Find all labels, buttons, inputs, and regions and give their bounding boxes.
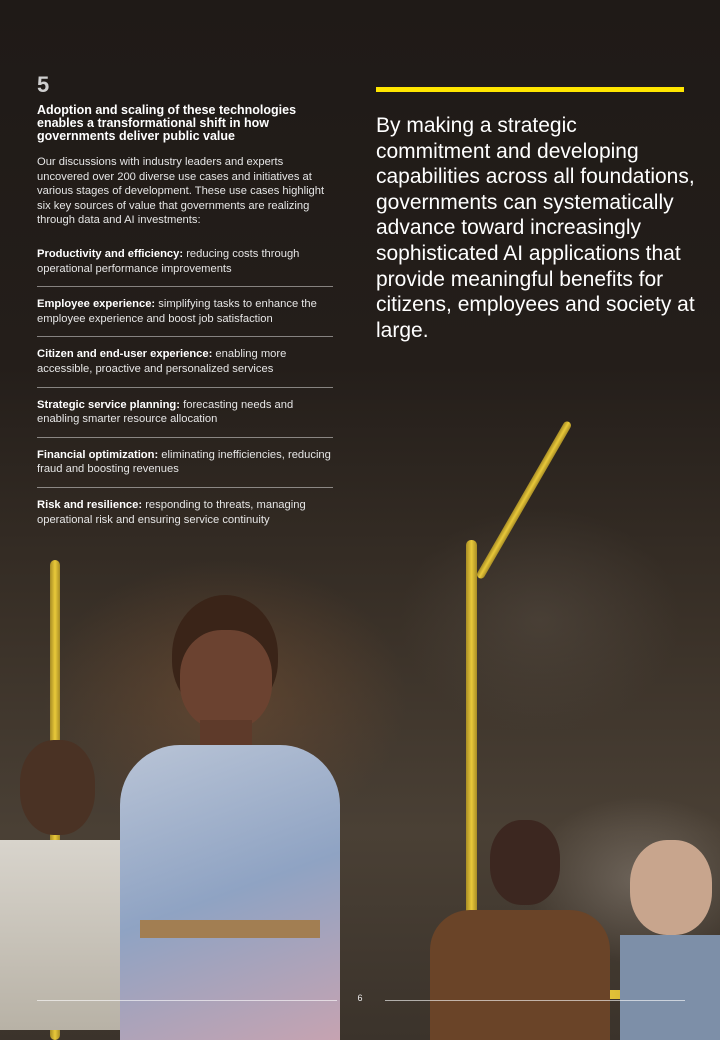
item-label: Risk and resilience: — [37, 498, 143, 511]
item-text: responding to threats, managing operational risk and ensuring service continuity — [37, 498, 306, 526]
item-label: Employee experience: — [37, 298, 156, 311]
list-item — [37, 297, 333, 337]
item-text: eliminating inefficiencies, reducing fraud and boosting revenues — [37, 448, 331, 476]
background-passenger-figure — [0, 730, 120, 1030]
right-column — [376, 87, 696, 343]
woman-figure — [110, 595, 380, 1040]
list-item — [37, 398, 333, 438]
list-item — [37, 448, 333, 488]
item-label: Strategic service planning: — [37, 398, 180, 411]
item-label: Citizen and end-user experience: — [37, 348, 213, 361]
accent-bar — [376, 87, 684, 92]
left-column — [37, 72, 337, 547]
list-item — [37, 247, 333, 287]
section-number: 5 — [37, 72, 50, 97]
item-label: Productivity and efficiency: — [37, 247, 184, 260]
item-text: enabling more accessible, proactive and personalized services — [37, 348, 287, 375]
list-item — [37, 498, 333, 537]
value-sources-list — [37, 247, 337, 537]
section-title: Adoption and scaling of these technologies enables a transformational shift in how governments deliver public value — [37, 103, 297, 143]
man-figure — [400, 820, 590, 1040]
yellow-handrail-diagonal — [476, 420, 573, 580]
footer-rule-left — [37, 1000, 337, 1001]
intro-paragraph: Our discussions with industry leaders and experts uncovered over 200 diverse use cases and initiatives at various stages of development. These use cases highlight six key sources of value that governments are realizing through data and AI investments: — [37, 156, 325, 227]
footer-rule-right — [385, 1000, 685, 1001]
elderly-man-figure — [620, 840, 720, 1040]
item-text: simplifying tasks to enhance the employee experience and boost job satisfaction — [37, 298, 317, 325]
pull-quote: By making a strategic commitment and developing capabilities across all foundations, governments can systematically advance toward increasingly sophisticated AI applications that provide meaningful benefits for citizens, employees and society at large. — [376, 114, 695, 342]
item-text: forecasting needs and enabling smarter resource allocation — [37, 398, 294, 426]
list-item — [37, 347, 333, 387]
page-number: 6 — [357, 993, 363, 1003]
item-text: reducing costs through operational performance improvements — [37, 247, 300, 275]
item-label: Financial optimization: — [37, 448, 159, 461]
